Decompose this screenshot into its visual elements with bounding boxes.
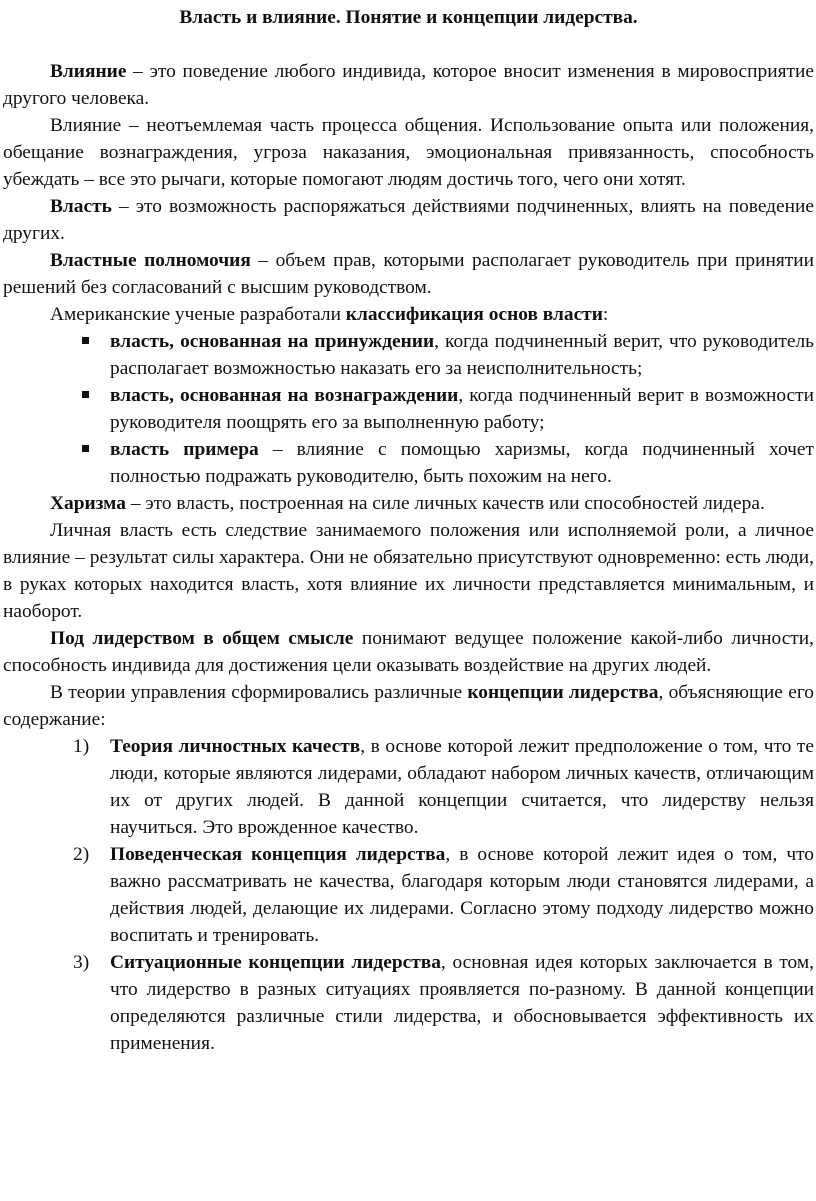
list-item: 3) Ситуационные концепции лидерства, основная идея которых заключается в том, что лидерство в разных ситуациях проявляется по-разному. В данной концепции определяются различные стили лидерства, и обосновывается эффективность их применения. <box>73 952 814 1054</box>
paragraph-power-definition: Власть – это возможность распоряжаться действиями подчиненных, влиять на поведение других. <box>3 196 814 244</box>
paragraph-influence-definition: Влияние – это поведение любого индивида, которое вносит изменения в мировосприятие другого человека. <box>3 61 814 109</box>
paragraph-influence-levers: Влияние – неотъемлемая часть процесса общения. Использование опыта или положения, обещание вознаграждения, угроза наказания, эмоциональная привязанность, способность убеждать – все это рычаги, которые помогают людям достичь того, чего они хотят. <box>3 115 814 190</box>
term-classification: классификация основ власти <box>345 304 603 325</box>
document-title: Власть и влияние. Понятие и концепции лидерства. <box>179 7 638 28</box>
term-charisma: Харизма <box>50 493 126 514</box>
term-power: Власть <box>50 196 112 217</box>
paragraph-leadership-definition: Под лидерством в общем смысле понимают ведущее положение какой-либо личности, способность индивида для достижения цели оказывать воздействие на других людей. <box>3 628 814 676</box>
term-authority: Властные полномочия <box>50 250 251 271</box>
list-item: 1) Теория личностных качеств, в основе которой лежит предположение о том, что те люди, которые являются лидерами, обладают набором личных качеств, отличающим их от других людей. В данной концепции считается, что лидерству нельзя научиться. Это врожденное качество. <box>73 736 815 838</box>
power-bases-list <box>3 328 814 490</box>
term-leadership: Под лидерством в общем смысле <box>50 628 354 649</box>
term-leadership-concepts: концепции лидерства <box>467 682 659 703</box>
list-item: власть примера – влияние с помощью харизмы, когда подчиненный хочет полностью подражать руководителю, быть похожим на него. <box>110 436 814 490</box>
paragraph-concepts-intro: В теории управления сформировались различные концепции лидерства, объясняющие его содержание: <box>3 682 814 730</box>
paragraph-personal-power: Личная власть есть следствие занимаемого положения или исполняемой роли, а личное влияние – результат силы характера. Они не обязательно присутствуют одновременно: есть люди, в руках которых находится власть, хотя влияние их личности представляется минимальным, и наоборот. <box>3 520 814 622</box>
paragraph-charisma-definition: Харизма – это власть, построенная на силе личных качеств или способностей лидера. <box>50 493 765 514</box>
list-item: власть, основанная на принуждении, когда подчиненный верит, что руководитель располагает возможностью наказать его за неисполнительность; <box>110 328 814 382</box>
leadership-concepts-list <box>3 733 814 1057</box>
list-item: власть, основанная на вознаграждении, когда подчиненный верит в возможности руководителя поощрять его за выполненную работу; <box>110 382 814 436</box>
list-item: 2) Поведенческая концепция лидерства, в основе которой лежит идея о том, что важно рассматривать не качества, благодаря которым люди становятся лидерами, а действия людей, делающие их лидерами. Согласно этому подходу лидерство можно воспитать и тренировать. <box>73 844 814 946</box>
term-influence: Влияние <box>50 61 127 82</box>
paragraph-classification-intro: Американские ученые разработали классификация основ власти: <box>50 304 609 325</box>
paragraph-authority-definition: Властные полномочия – объем прав, которыми располагает руководитель при принятии решений без согласований с высшим руководством. <box>3 250 815 298</box>
